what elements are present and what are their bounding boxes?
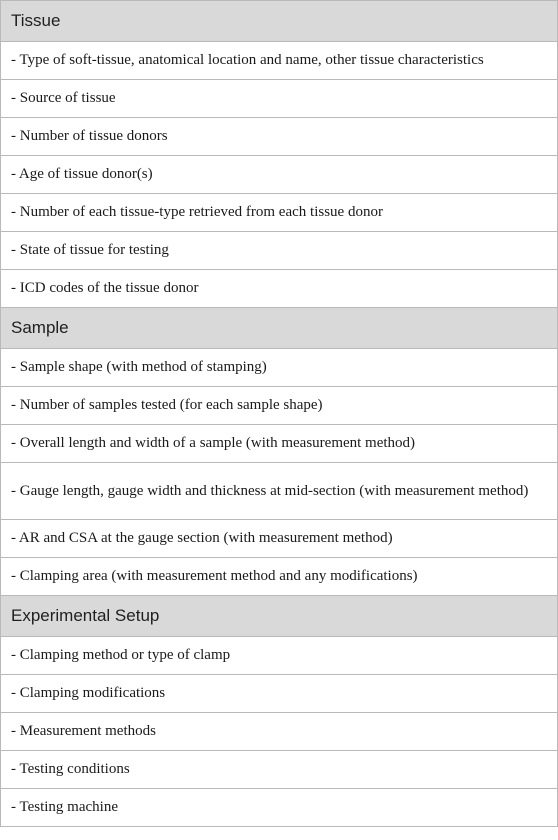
list-item: - State of tissue for testing (11, 242, 169, 258)
list-item: - Testing conditions (11, 761, 130, 777)
table-row (1, 270, 558, 308)
list-item: - Overall length and width of a sample (with measurement method) (11, 435, 416, 451)
table-row (1, 387, 558, 425)
table-row (1, 675, 558, 713)
section-title: Experimental Setup (1, 596, 558, 637)
section-header-tissue (1, 1, 558, 42)
list-item: - Measurement methods (11, 723, 156, 739)
list-item: - Clamping method or type of clamp (11, 647, 231, 663)
list-item: - Clamping area (with measurement method and any modifications) (11, 568, 418, 584)
list-item: - Number of each tissue-type retrieved from each tissue donor (11, 204, 383, 220)
list-item: - Type of soft-tissue, anatomical location and name, other tissue characteristics (11, 52, 484, 68)
list-item: - Testing machine (11, 799, 118, 815)
table-row (1, 425, 558, 463)
table-row (1, 463, 558, 520)
section-title: Tissue (1, 1, 558, 42)
table-row (1, 520, 558, 558)
section-header-sample (1, 308, 558, 349)
table-row (1, 751, 558, 789)
table-row (1, 42, 558, 80)
table-row (1, 156, 558, 194)
list-item: - AR and CSA at the gauge section (with measurement method) (11, 530, 393, 546)
list-item: - Number of tissue donors (11, 128, 168, 144)
list-item: - Number of samples tested (for each sample shape) (11, 397, 323, 413)
list-item: - Age of tissue donor(s) (11, 166, 153, 182)
table-row (1, 637, 558, 675)
table-row (1, 194, 558, 232)
table-row (1, 713, 558, 751)
table-row (1, 789, 558, 827)
table-row (1, 80, 558, 118)
table-row (1, 558, 558, 596)
list-item: - ICD codes of the tissue donor (11, 280, 199, 296)
list-item: - Sample shape (with method of stamping) (11, 359, 267, 375)
table-row (1, 232, 558, 270)
list-item: - Gauge length, gauge width and thickness at mid-section (with measurement method) (11, 482, 529, 499)
table-row (1, 118, 558, 156)
list-item: - Clamping modifications (11, 685, 166, 701)
list-item: - Source of tissue (11, 90, 116, 106)
section-header-experimental-setup (1, 596, 558, 637)
section-title: Sample (1, 308, 558, 349)
table-row (1, 349, 558, 387)
